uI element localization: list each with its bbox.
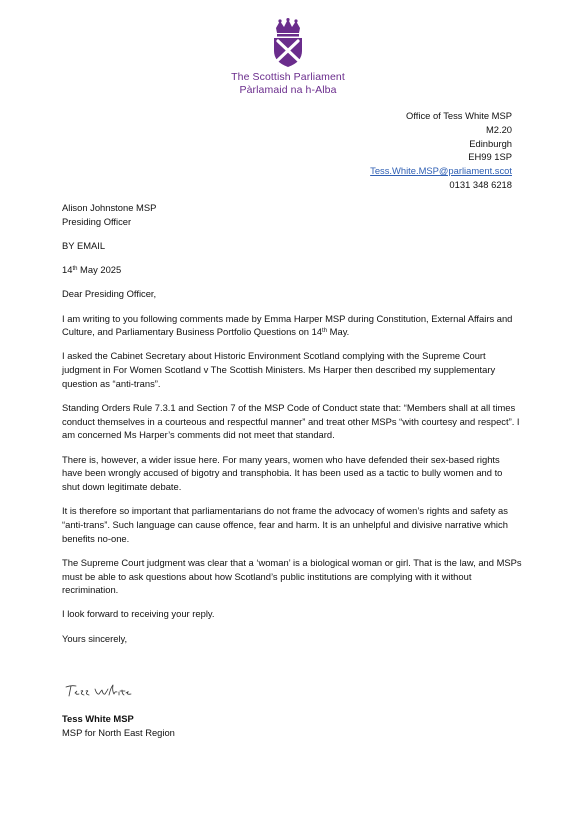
paragraph-3: Standing Orders Rule 7.3.1 and Section 7 of the MSP Code of Conduct state that: “Members shall at all times conduct themselves in a courteous and respectful manner” and treat other MSPs “with courtesy and respect”. I am concerned Ms Harper’s comments did not meet that standard. (62, 402, 520, 441)
sender-address (292, 109, 512, 192)
letter-body (62, 201, 522, 656)
sender-phone: 0131 348 6218 (449, 178, 512, 190)
paragraph-6: The Supreme Court judgment was clear that a ‘woman’ is a biological woman or girl. That is the law, and MSPs must be able to ask questions about how Scotland’s public institutions are complying with it without recrimination. (62, 556, 522, 596)
signoff-role: MSP for North East Region (62, 726, 175, 738)
paragraph-2: I asked the Cabinet Secretary about Historic Environment Scotland complying with the Supreme Court judgment in For Women Scotland v The Scottish Ministers. Ms Harper then described my supplementary question as “anti-trans”. (62, 350, 496, 389)
salutation: Dear Presiding Officer, (62, 288, 157, 300)
sender-email-link[interactable]: Tess.White.MSP@parliament.scot (370, 165, 512, 177)
sender-postcode: EH99 1SP (468, 151, 512, 163)
recipient-name: Alison Johnstone MSP (62, 202, 157, 213)
handwritten-signature (64, 683, 134, 699)
signoff-name: Tess White MSP (62, 713, 134, 724)
sender-office: Office of Tess White MSP (406, 110, 512, 121)
recipient-title: Presiding Officer (62, 215, 132, 227)
scottish-parliament-crest-icon (270, 18, 306, 68)
paragraph-1: I am writing to you following comments made by Emma Harper MSP during Constitution, External Affairs and Culture, and Parliamentary Business Portfolio Questions on 14th May. (62, 312, 513, 338)
org-name-gaelic: Pàrlamaid na h-Alba (239, 84, 337, 96)
paragraph-4: There is, however, a wider issue here. For many years, women who have defended their sex-based rights have been wrongly accused of bigotry and transphobia. It has been used as a tactic to bully women and to shut down legitimate debate. (62, 453, 503, 493)
letter-date: 14th May 2025 (62, 264, 122, 276)
signoff (62, 712, 175, 739)
closing: Yours sincerely, (62, 632, 128, 644)
sender-city: Edinburgh (469, 137, 512, 149)
delivery-method: BY EMAIL (62, 239, 106, 251)
org-name-english: The Scottish Parliament (231, 71, 345, 83)
paragraph-7: I look forward to receiving your reply. (62, 608, 215, 620)
paragraph-5: It is therefore so important that parliamentarians do not frame the advocacy of women’s rights and safety as “anti-trans”. Such language can cause offence, fear and harm. It is an unhelpful and divisive narrative which benefits no-one. (62, 505, 508, 544)
sender-room: M2.20 (485, 123, 512, 135)
